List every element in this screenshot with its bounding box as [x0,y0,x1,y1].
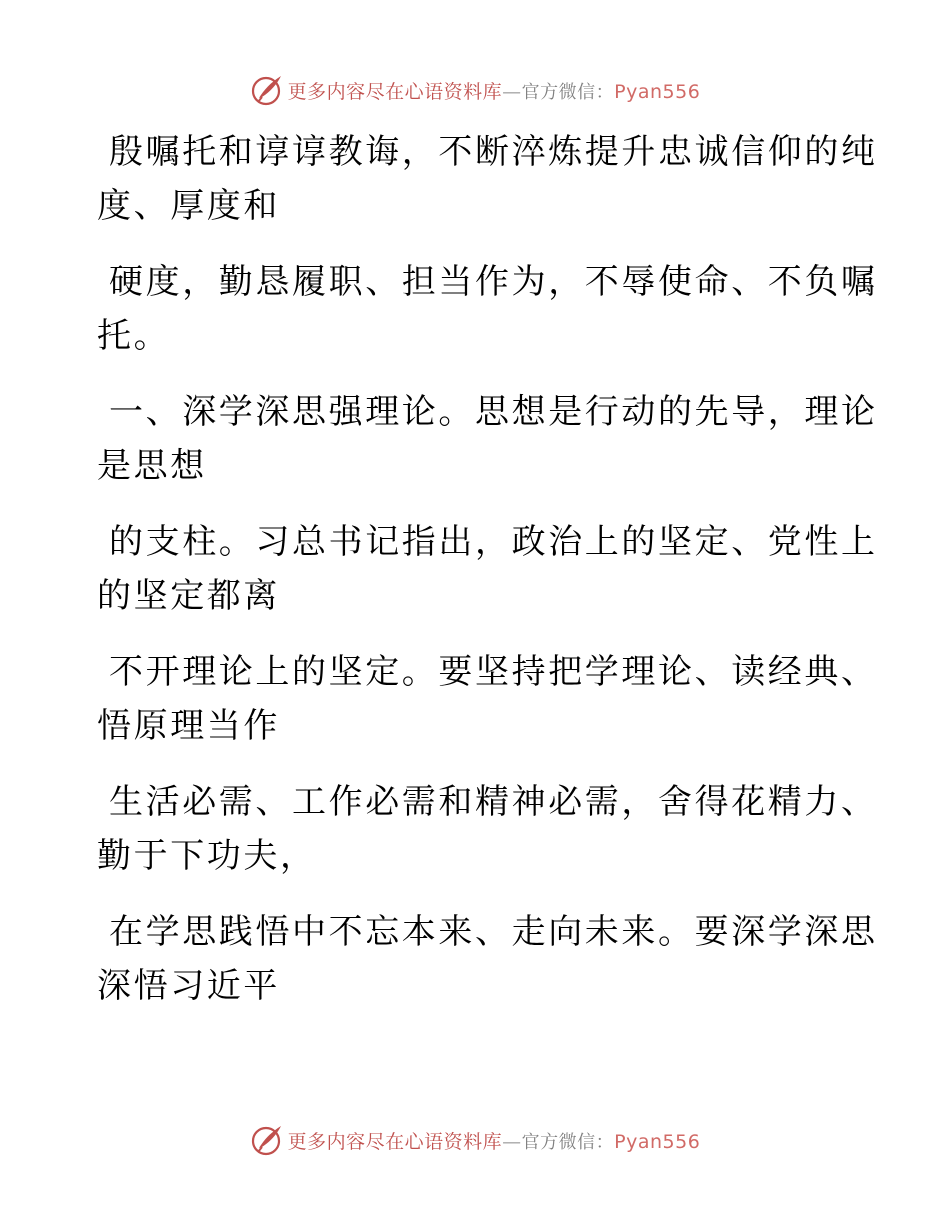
paragraph [97,645,878,753]
quill-pen-logo-icon [250,73,284,107]
paragraph-line: 托。 [97,316,171,356]
document-body [97,125,878,1035]
paragraph-line: 殷嘱托和谆谆教诲，不断淬炼提升忠诚信仰的纯 [109,132,878,172]
banner-separator: — [502,1130,522,1153]
header-banner [0,70,950,110]
paragraph-line: 生活必需、工作必需和精神必需，舍得花精力、 [109,782,878,822]
paragraph-line: 在学思践悟中不忘本来、走向未来。要深学深思 [109,912,878,952]
footer-banner [0,1120,950,1160]
banner-separator: — [502,80,522,103]
banner-wechat-id: Pyan556 [614,1130,701,1153]
paragraph-line: 悟原理当作 [97,706,280,746]
paragraph-line: 一、深学深思强理论。思想是行动的先导，理论 [109,392,878,432]
banner-text [288,77,701,104]
paragraph-line: 硬度，勤恳履职、担当作为，不辱使命、不负嘱 [109,262,878,302]
banner-text [288,1127,701,1154]
banner-wechat-id: Pyan556 [614,80,701,103]
paragraph [97,385,878,493]
paragraph-line: 度、厚度和 [97,186,280,226]
paragraph-line: 勤于下功夫， [97,836,317,876]
paragraph [97,775,878,883]
paragraph [97,905,878,1013]
banner-brand: 更多内容尽在心语资料库 [287,80,503,103]
banner-brand: 更多内容尽在心语资料库 [287,1130,503,1153]
paragraph-line: 深悟习近平 [97,966,280,1006]
paragraph [97,255,878,363]
paragraph [97,515,878,623]
paragraph-line: 是思想 [97,446,207,486]
paragraph-line: 的坚定都离 [97,576,280,616]
banner-wechat-label: 官方微信： [521,81,615,103]
paragraph-line: 的支柱。习总书记指出，政治上的坚定、党性上 [109,522,878,562]
paragraph [97,125,878,233]
banner-wechat-label: 官方微信： [521,1131,615,1153]
paragraph-line: 不开理论上的坚定。要坚持把学理论、读经典、 [109,652,878,692]
quill-pen-logo-icon [250,1123,284,1157]
